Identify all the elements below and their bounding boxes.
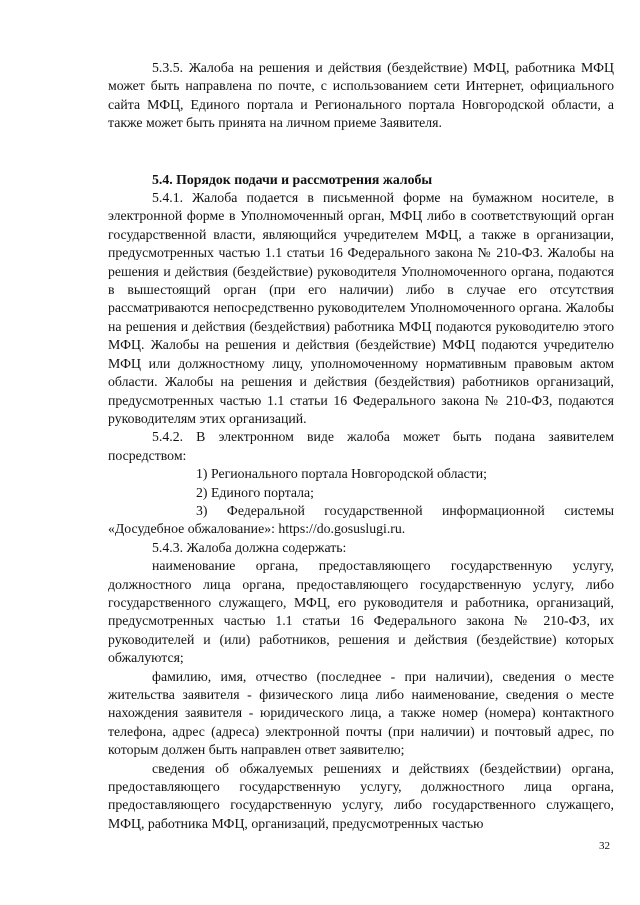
list-item-text: Федеральной государственной информационной системы «Досудебное обжалование»: https://do.gosuslugi.ru. — [108, 502, 615, 537]
paragraph-5-4-3-c: сведения об обжалуемых решениях и действиях (бездействии) органа, предоставляющего государственную услугу, должностного лица органа, предоставляющего государственную услугу, либо государственного служащего, МФЦ, работника МФЦ, организаций, предусмотренных частью — [108, 760, 614, 831]
paragraph-5-4-3-b: фамилию, имя, отчество (последнее - при наличии), сведения о месте жительства заявителя - физического лица либо наименование, сведения о месте нахождения заявителя - юридического лица, а также номер (номера) контактного телефона, адрес (адреса) электронной почты (при наличии) и почтовый адрес, по которым должен быть направлен ответ заявителю; — [108, 668, 614, 758]
list-item-number: 2) — [196, 484, 208, 500]
paragraph-5-4-2: 5.4.2. В электронном виде жалоба может быть подана заявителем посредством: — [108, 429, 614, 463]
list-item — [108, 502, 614, 539]
paragraph-5-4-3: 5.4.3. Жалоба должна содержать: — [152, 539, 347, 555]
paragraph-5-3-5: 5.3.5. Жалоба на решения и действия (бездействие) МФЦ, работника МФЦ может быть направлена по почте, с использованием сети Интернет, официального сайта МФЦ, Единого портала и Регионального портала Новгородской области, а также может быть принята на личном приеме Заявителя. — [108, 60, 614, 131]
electronic-channels-list — [108, 465, 614, 539]
list-item — [108, 484, 614, 502]
list-item-number: 3) — [196, 502, 208, 518]
page-number: 32 — [599, 840, 610, 852]
paragraph-5-4-3-a: наименование органа, предоставляющего государственную услугу, должностного лица органа, предоставляющего государственную услугу, либо государственного служащего, МФЦ, его руководителя и работника, организаций, предусмотренных частью 1.1 статьи 16 Федерального закона № 210-ФЗ, их руководителей и (или) работников, решения и действия (бездействие) которых обжалуются; — [108, 558, 614, 666]
list-item-number: 1) — [196, 466, 208, 482]
document-body — [108, 59, 614, 833]
paragraph-5-4-1: 5.4.1. Жалоба подается в письменной форме на бумажном носителе, в электронной форме в Уполномоченный орган, МФЦ либо в соответствующий орган государственной власти, являющийся учредителем МФЦ, а также в организации, предусмотренных частью 1.1 статьи 16 Федерального закона № 210-ФЗ. Жалобы на решения и действия (бездействие) руководителя Уполномоченного органа, подаются в вышестоящий орган (при его наличии) либо в случае его отсутствия рассматриваются непосредственно руководителем Уполномоченного органа. Жалобы на решения и действия (бездействия) работника МФЦ подаются руководителю этого МФЦ. Жалобы на решения и действия (бездействие) МФЦ подаются учредителю МФЦ или должностному лицу, уполномоченному нормативным правовым актом области. Жалобы на решения и действия (бездействия) работников организаций, предусмотренных частью 1.1 статьи 16 Федерального закона № 210-ФЗ, подаются руководителям этих организаций. — [108, 190, 614, 426]
section-heading-5-4: 5.4. Порядок подачи и рассмотрения жалобы — [152, 171, 433, 187]
list-item — [108, 465, 614, 483]
list-item-text: Регионального портала Новгородской области; — [210, 466, 487, 482]
list-item-text: Единого портала; — [210, 484, 315, 500]
